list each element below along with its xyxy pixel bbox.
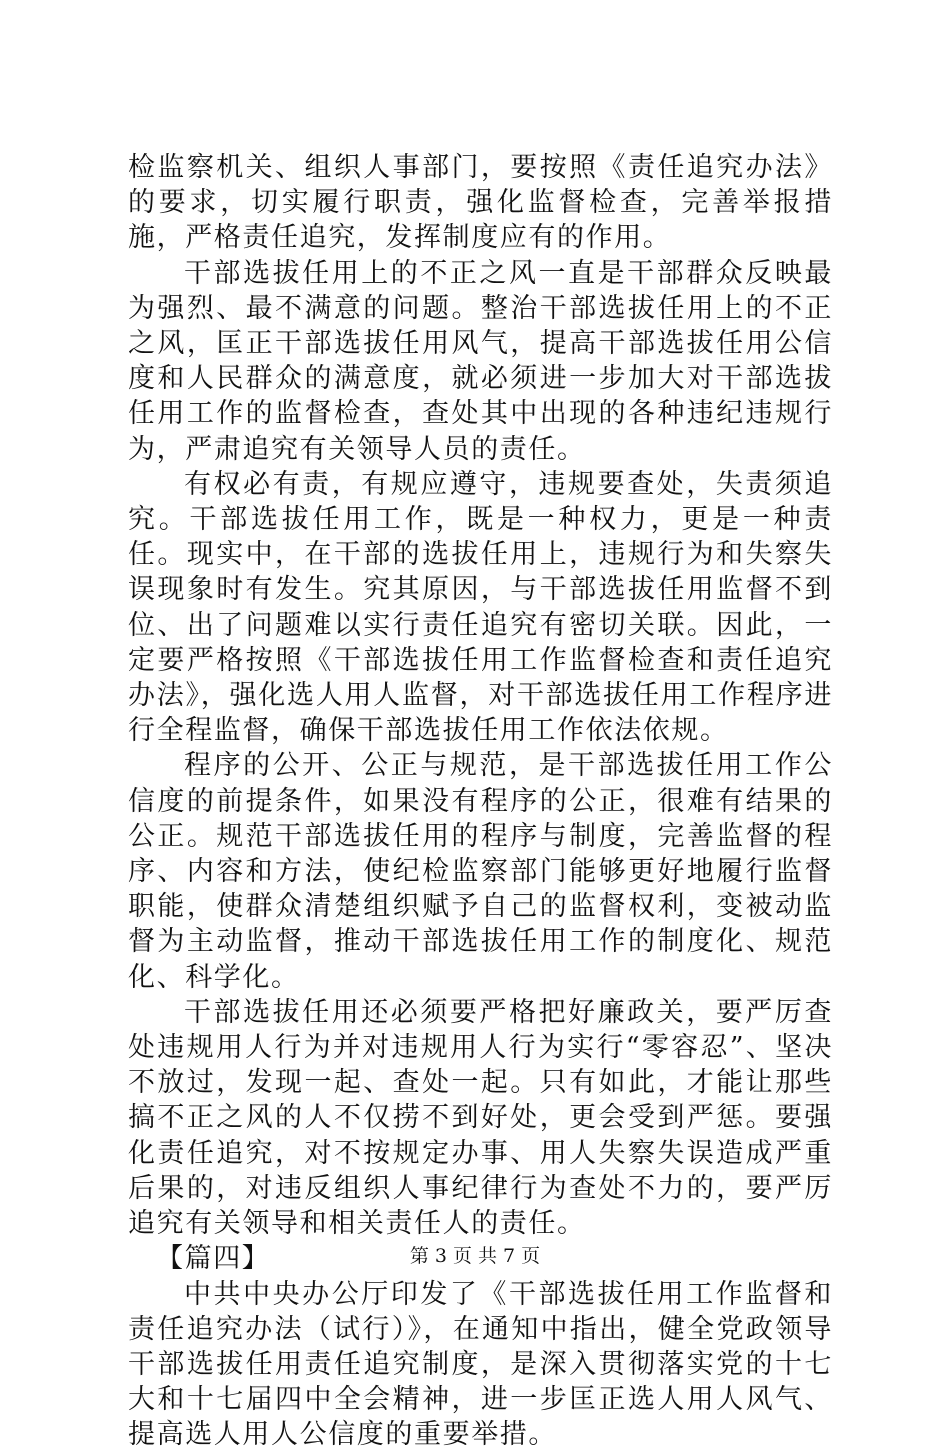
section-heading: 【篇四】 [156, 1243, 271, 1275]
paragraph-5: 干部选拔任用还必须要严格把好廉政关，要严厉查处违规用人行为并对违规用人行为实行“零容忍”、坚决不放过，发现一起、查处一起。只有如此，才能让那些搞不正之风的人不仅捞不到好处，更会受到严惩。要强化责任追究，对不按规定办事、用人失察失误造成严重后果的，对违反组织人事纪律行为查处不力的，要严厉追究有关领导和相关责任人的责任。 [128, 996, 833, 1240]
paragraph-6: 中共中央办公厅印发了《干部选拔任用工作监督和责任追究办法（试行）》，在通知中指出，健全党政领导干部选拔任用责任追究制度，是深入贯彻落实党的十七大和十七届四中全会精神，进一步匡正选人用人风气、提高选人用人公信度的重要举措。 [128, 1278, 833, 1451]
paragraph-1: 检监察机关、组织人事部门，要按照《责任追究办法》的要求，切实履行职责，强化监督检查，完善举报措施，严格责任追究，发挥制度应有的作用。 [128, 152, 833, 254]
paragraph-2: 干部选拔任用上的不正之风一直是干部群众反映最为强烈、最不满意的问题。整治干部选拔任用上的不正之风，匡正干部选拔任用风气，提高干部选拔任用公信度和人民群众的满意度，就必须进一步加大对干部选拔任用工作的监督检查，查处其中出现的各种违纪违规行为，严肃追究有关领导人员的责任。 [128, 257, 833, 465]
paragraph-3: 有权必有责，有规应遵守，违规要查处，失责须追究。干部选拔任用工作，既是一种权力，更是一种责任。现实中，在干部的选拔任用上，违规行为和失察失误现象时有发生。究其原因，与干部选拔任用监督不到位、出了问题难以实行责任追究有密切关联。因此，一定要严格按照《干部选拔任用工作监督检查和责任追究办法》，强化选人用人监督，对干部选拔任用工作程序进行全程监督，确保干部选拔任用工作依法依规。 [128, 468, 833, 747]
paragraph-4: 程序的公开、公正与规范，是干部选拔任用工作公信度的前提条件，如果没有程序的公正，很难有结果的公正。规范干部选拔任用的程序与制度，完善监督的程序、内容和方法，使纪检监察部门能够更好地履行监督职能，使群众清楚组织赋予自己的监督权利，变被动监督为主动监督，推动干部选拔任用工作的制度化、规范化、科学化。 [128, 750, 833, 993]
page-footer: 第 3 页 共 7 页 [409, 1245, 541, 1267]
